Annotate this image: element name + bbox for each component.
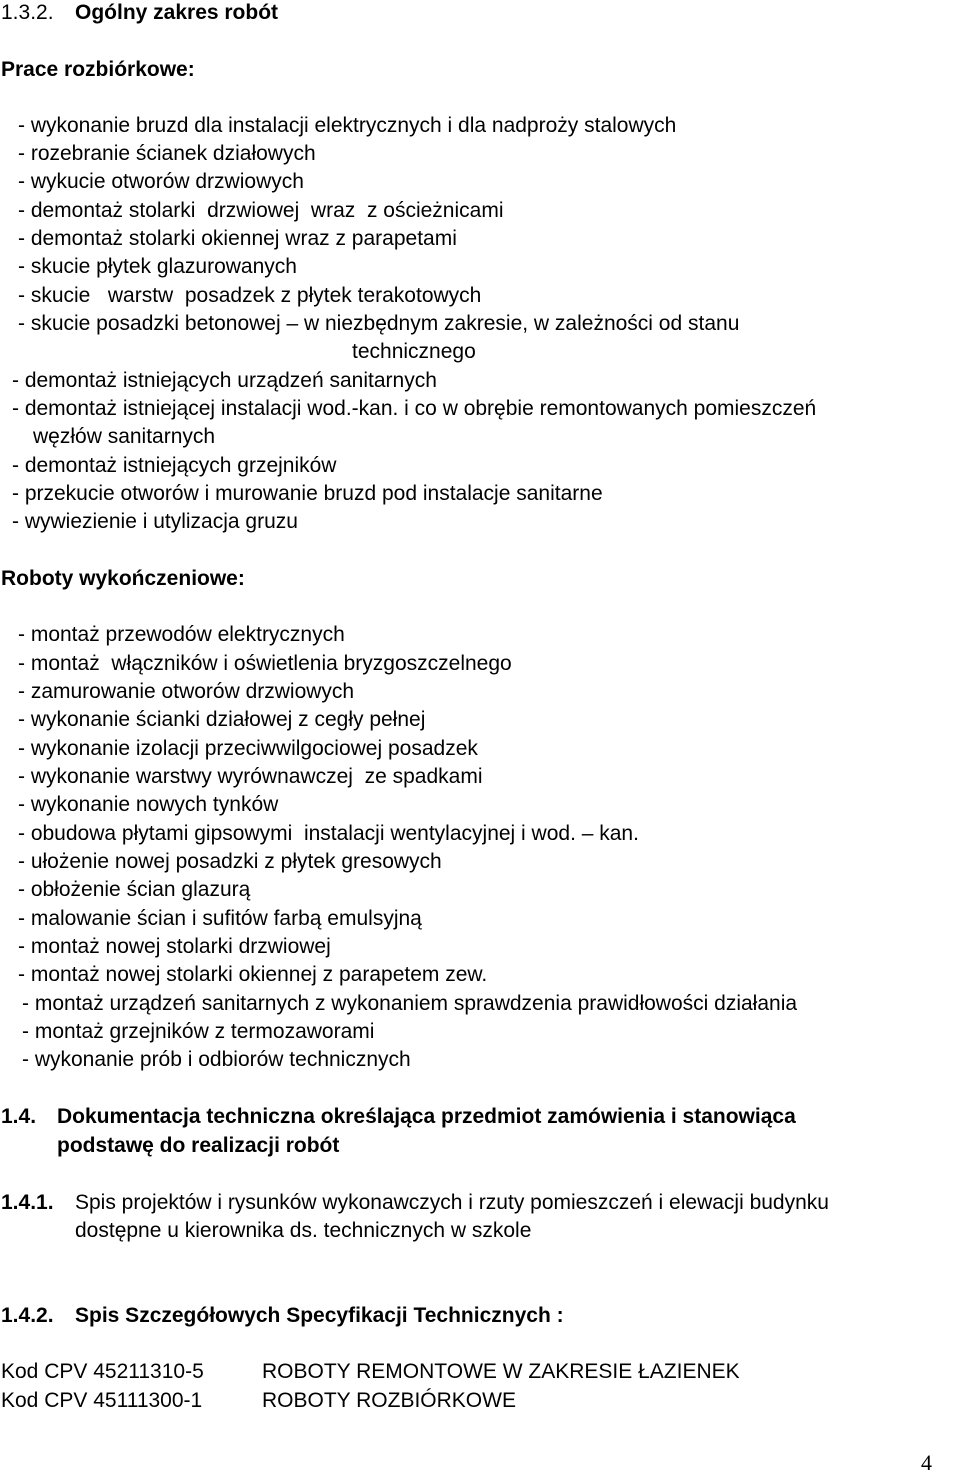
cpv-code: Kod CPV 45111300-1 [1, 1389, 203, 1412]
list-item: - zamurowanie otworów drzwiowych [18, 680, 355, 703]
section-number: 1.4.2. [1, 1304, 54, 1327]
list-item: - demontaż istniejących grzejników [12, 454, 337, 477]
list-item: - wykucie otworów drzwiowych [18, 170, 304, 193]
list-item: - wywiezienie i utylizacja gruzu [12, 510, 298, 533]
demolition-heading: Prace rozbiórkowe: [1, 58, 195, 81]
section-title: Dokumentacja techniczna określająca przedmiot zamówienia i stanowiąca [57, 1105, 796, 1128]
list-item: - malowanie ścian i sufitów farbą emulsyjną [18, 907, 422, 930]
list-item: - demontaż stolarki okiennej wraz z parapetami [18, 227, 457, 250]
list-item: - montaż przewodów elektrycznych [18, 623, 345, 646]
list-item: - wykonanie ścianki działowej z cegły pełnej [18, 708, 426, 731]
list-item: - montaż nowej stolarki okiennej z parapetem zew. [18, 963, 488, 986]
list-item: - demontaż stolarki drzwiowej wraz z ościeżnicami [18, 199, 504, 222]
list-item: - przekucie otworów i murowanie bruzd pod instalacje sanitarne [12, 482, 603, 505]
section-title: Ogólny zakres robót [75, 1, 279, 24]
cpv-name: ROBOTY ROZBIÓRKOWE [262, 1389, 516, 1412]
list-item: - skucie płytek glazurowanych [18, 255, 297, 278]
list-item: - skucie posadzki betonowej – w niezbędnym zakresie, w zależności od stanu [18, 312, 740, 335]
section-title-continuation: podstawę do realizacji robót [57, 1134, 340, 1157]
list-item: - obłożenie ścian glazurą [18, 878, 251, 901]
list-item-continuation: węzłów sanitarnych [33, 425, 216, 448]
list-item: - demontaż istniejących urządzeń sanitarnych [12, 369, 437, 392]
list-item-continuation: technicznego [352, 340, 476, 363]
list-item: - wykonanie warstwy wyrównawczej ze spadkami [18, 765, 483, 788]
list-item: - wykonanie izolacji przeciwwilgociowej posadzek [18, 737, 478, 760]
list-item: - montaż grzejników z termozaworami [22, 1020, 375, 1043]
section-number: 1.4.1. [1, 1191, 54, 1214]
list-item: - demontaż istniejącej instalacji wod.-kan. i co w obrębie remontowanych pomieszczeń [12, 397, 817, 420]
section-number: 1.3.2. [1, 1, 54, 24]
list-item: - montaż urządzeń sanitarnych z wykonaniem sprawdzenia prawidłowości działania [22, 992, 798, 1015]
section-text: Spis projektów i rysunków wykonawczych i rzuty pomieszczeń i elewacji budynku [75, 1191, 829, 1214]
list-item: - montaż nowej stolarki drzwiowej [18, 935, 331, 958]
list-item: - obudowa płytami gipsowymi instalacji wentylacyjnej i wod. – kan. [18, 822, 639, 845]
page-number: 4 [921, 1450, 932, 1475]
section-title: Spis Szczegółowych Specyfikacji Technicznych : [75, 1304, 564, 1327]
section-number: 1.4. [1, 1105, 37, 1128]
list-item: - wykonanie nowych tynków [18, 793, 279, 816]
cpv-name: ROBOTY REMONTOWE W ZAKRESIE ŁAZIENEK [262, 1360, 740, 1383]
list-item: - montaż włączników i oświetlenia bryzgoszczelnego [18, 652, 512, 675]
finishing-heading: Roboty wykończeniowe: [1, 567, 245, 590]
list-item: - ułożenie nowej posadzki z płytek gresowych [18, 850, 442, 873]
list-item: - rozebranie ścianek działowych [18, 142, 316, 165]
list-item: - skucie warstw posadzek z płytek terakotowych [18, 284, 482, 307]
list-item: - wykonanie prób i odbiorów technicznych [22, 1048, 411, 1071]
section-text-continuation: dostępne u kierownika ds. technicznych w szkole [75, 1219, 532, 1242]
cpv-code: Kod CPV 45211310-5 [1, 1360, 204, 1383]
list-item: - wykonanie bruzd dla instalacji elektrycznych i dla nadproży stalowych [18, 114, 677, 137]
